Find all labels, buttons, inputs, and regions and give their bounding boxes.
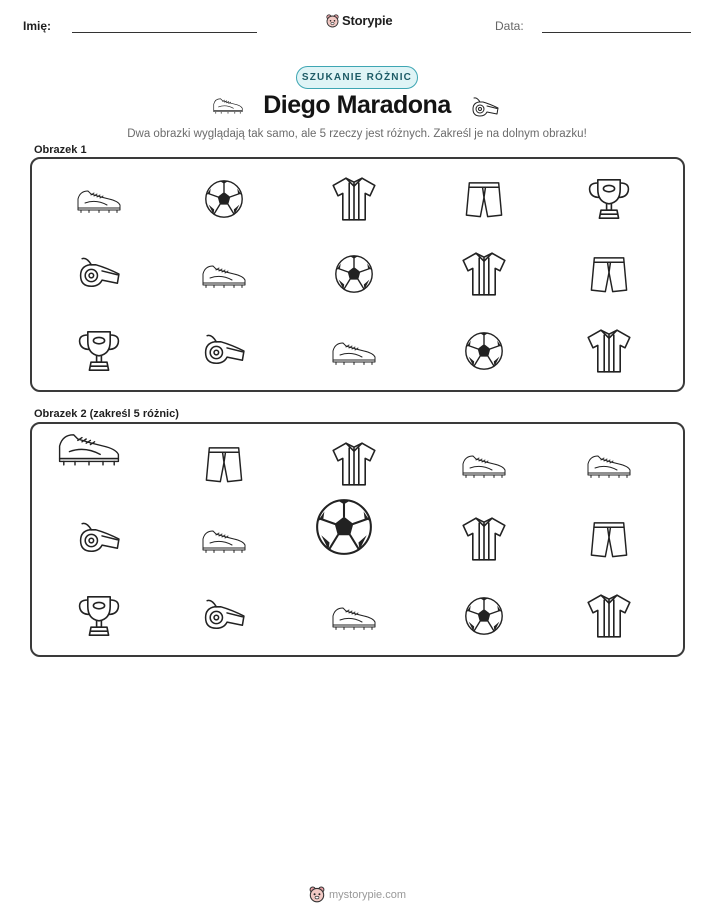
panel1-label: Obrazek 1 [34, 144, 87, 156]
bear-icon [309, 886, 325, 903]
trophy-icon[interactable] [75, 592, 123, 640]
ball-icon [333, 253, 375, 295]
trophy-icon [585, 175, 633, 223]
shoe-icon[interactable] [54, 425, 124, 467]
brand-logo [326, 13, 392, 28]
shoe-icon[interactable] [329, 601, 379, 631]
ball-icon [203, 178, 245, 220]
shoe-icon [199, 259, 249, 289]
ball-icon[interactable] [313, 496, 375, 558]
bear-icon [326, 14, 339, 28]
picture-panel-1 [30, 157, 685, 392]
jersey-icon [460, 250, 508, 298]
shorts-icon[interactable] [202, 442, 246, 486]
shoe-icon [211, 94, 245, 119]
activity-badge: SZUKANIE RÓŻNIC [296, 66, 418, 89]
whistle-icon[interactable] [201, 593, 247, 639]
shoe-icon[interactable] [459, 449, 509, 479]
jersey-icon [330, 175, 378, 223]
instructions: Dwa obrazki wyglądają tak samo, ale 5 rzeczy jest różnych. Zakreśl je na dolnym obrazku! [127, 128, 587, 140]
jersey-icon[interactable] [585, 592, 633, 640]
whistle-icon[interactable] [76, 516, 122, 562]
jersey-icon[interactable] [330, 440, 378, 488]
shoe-icon [74, 184, 124, 214]
jersey-icon [585, 327, 633, 375]
shoe-icon[interactable] [199, 524, 249, 554]
whistle-icon [201, 328, 247, 374]
name-label: Imię: [23, 19, 52, 33]
date-line[interactable] [542, 32, 691, 33]
trophy-icon [75, 327, 123, 375]
shorts-icon [587, 252, 631, 296]
footer [309, 886, 406, 903]
shoe-icon [329, 336, 379, 366]
page-title: Diego Maradona [263, 91, 451, 119]
picture-panel-2[interactable] [30, 422, 685, 657]
ball-icon[interactable] [463, 595, 505, 637]
date-label: Data: [495, 19, 524, 33]
ball-icon [463, 330, 505, 372]
shorts-icon[interactable] [587, 517, 631, 561]
brand-name: Storypie [342, 13, 393, 28]
jersey-icon[interactable] [460, 515, 508, 563]
whistle-icon [470, 93, 500, 128]
panel2-label: Obrazek 2 (zakreśl 5 różnic) [34, 408, 179, 420]
footer-url: mystorypie.com [329, 888, 407, 901]
shoe-icon[interactable] [584, 449, 634, 479]
name-line[interactable] [72, 32, 257, 33]
shorts-icon [462, 177, 506, 221]
whistle-icon [76, 251, 122, 297]
